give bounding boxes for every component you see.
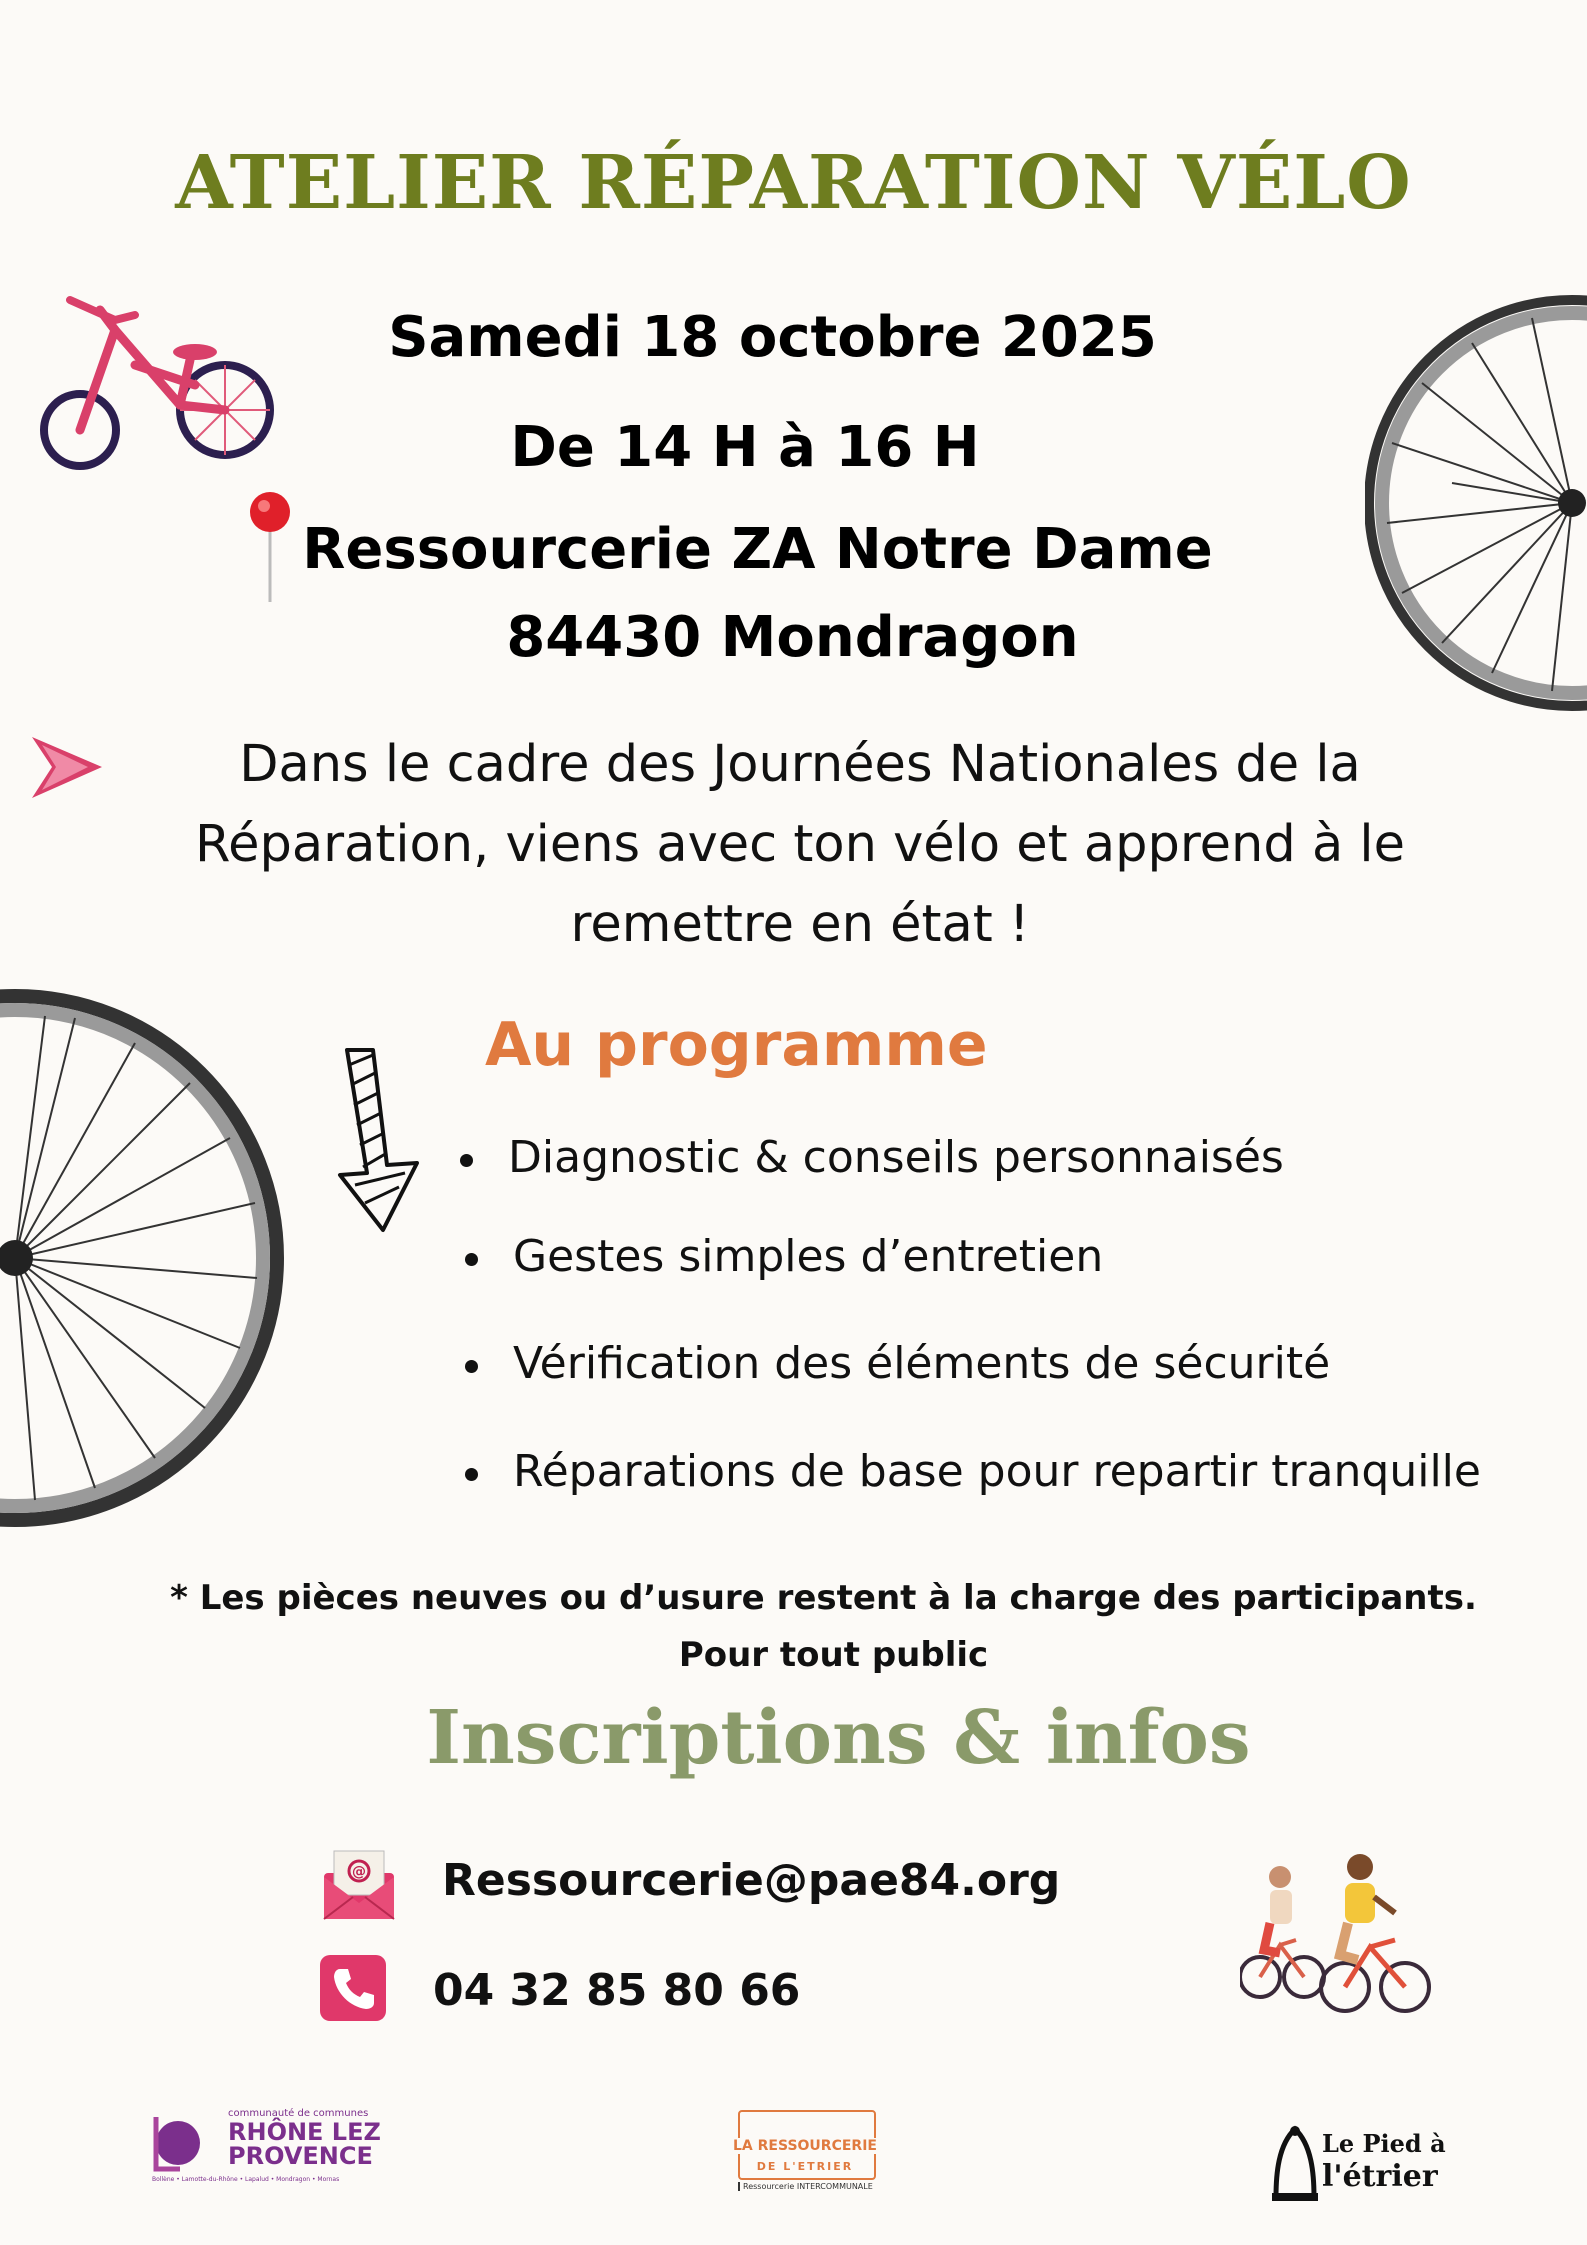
program-title: Au programme [485, 1010, 988, 1080]
intro-paragraph [60, 725, 1540, 965]
pink-bicycle-icon [40, 290, 280, 490]
intro-line: Réparation, viens avec ton vélo et apprend à le [195, 815, 1405, 874]
bicycle-wheel-icon [1365, 290, 1587, 720]
ressourcerie-logo-line1: LA RESSOURCERIE [730, 2138, 880, 2154]
program-item: Réparations de base pour repartir tranquille [475, 1446, 1481, 1497]
poster-title: ATELIER RÉPARATION VÉLO [175, 140, 1412, 226]
ressourcerie-logo [730, 2110, 880, 2198]
phone-icon [320, 1955, 386, 2021]
pied-logo-line1: Le Pied à [1322, 2129, 1446, 2158]
pied-logo-line2: l'étrier [1322, 2159, 1438, 2194]
event-hours: De 14 H à 16 H [510, 415, 980, 480]
svg-text:@: @ [352, 1864, 366, 1880]
audience-note: Pour tout public [678, 1635, 989, 1675]
parts-note: * Les pièces neuves ou d’usure restent à la charge des participants. [170, 1578, 1477, 1618]
contact-heading: Inscriptions & infos [426, 1695, 1251, 1781]
ressourcerie-logo-line2: DE L'ETRIER [756, 2160, 854, 2173]
pied-a-letrier-logo [1270, 2125, 1460, 2205]
bicycle-wheel-icon [0, 980, 285, 1535]
program-item: Diagnostic & conseils personnaisés [470, 1132, 1284, 1183]
event-city: 84430 Mondragon [506, 605, 1079, 670]
ressourcerie-logo-line3: Ressourcerie INTERCOMMUNALE [738, 2182, 873, 2191]
intro-line: remettre en état ! [570, 895, 1030, 954]
rhone-logo-mark-icon [150, 2113, 200, 2173]
rhone-lez-provence-logo [150, 2108, 385, 2190]
event-place: Ressourcerie ZA Notre Dame [302, 517, 1213, 582]
email-icon [320, 1845, 398, 1923]
stirrup-icon [1270, 2125, 1320, 2205]
program-item: Gestes simples d’entretien [475, 1231, 1103, 1282]
intro-line: Dans le cadre des Journées Nationales de la [239, 735, 1361, 794]
contact-phone[interactable]: 04 32 85 80 66 [433, 1965, 801, 2016]
rhone-logo-small: communauté de communes [228, 2108, 369, 2119]
rhone-logo-line2: PROVENCE [228, 2142, 373, 2170]
cyclists-icon [1240, 1835, 1435, 2015]
contact-email[interactable]: Ressourcerie@pae84.org [442, 1855, 1061, 1906]
event-date: Samedi 18 octobre 2025 [388, 305, 1157, 370]
rhone-logo-towns: Bollène • Lamotte-du-Rhône • Lapalud • Mondragon • Mornas [152, 2176, 340, 2183]
map-pin-icon [245, 490, 295, 605]
program-item: Vérification des éléments de sécurité [475, 1338, 1330, 1389]
rhone-logo-line1: RHÔNE LEZ [228, 2118, 381, 2146]
arrow-down-icon [335, 1045, 435, 1235]
